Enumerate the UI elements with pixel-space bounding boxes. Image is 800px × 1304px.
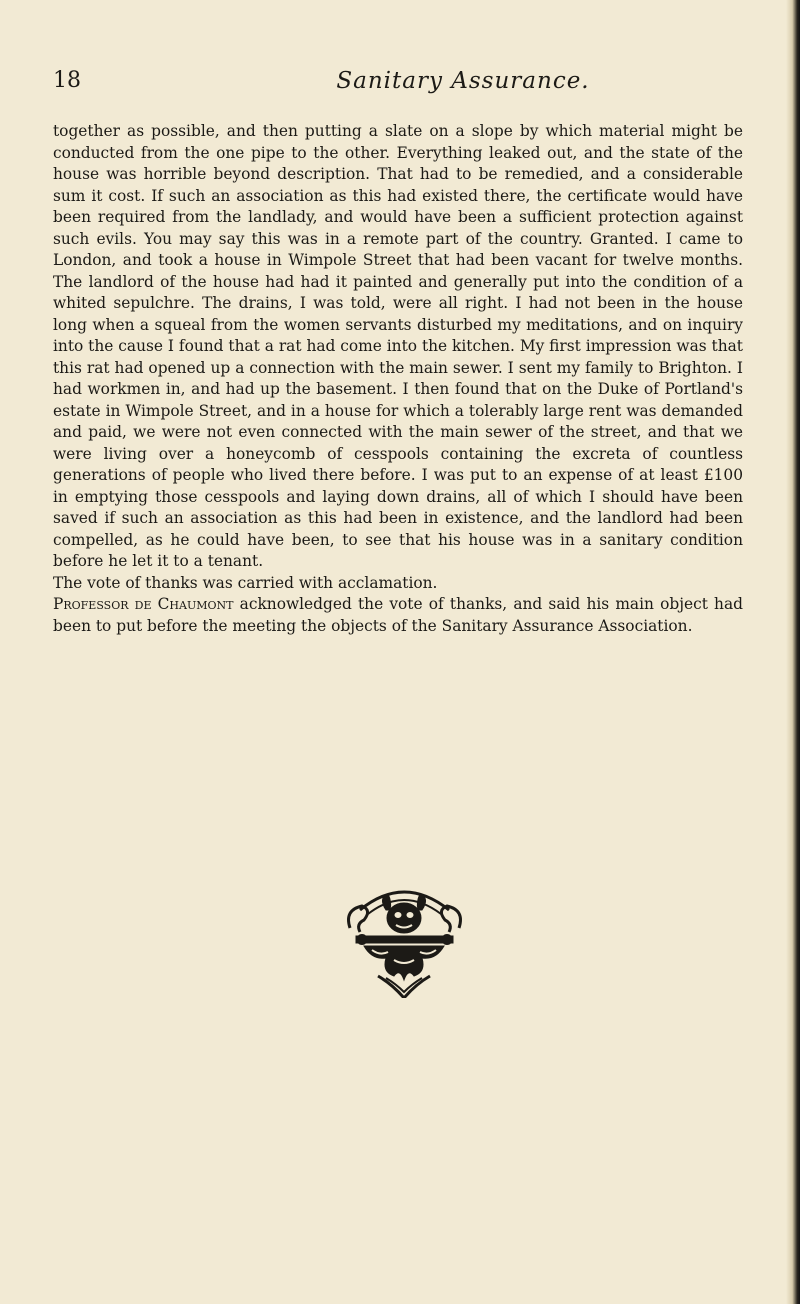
printers-ornament-icon (342, 880, 467, 998)
closing-paragraph (53, 594, 743, 637)
page-header (53, 68, 753, 100)
paragraph: The vote of thanks was carried with acclamation. (53, 573, 438, 592)
speaker-name: Professor de Chaumont (53, 595, 234, 613)
paragraph: together as possible, and then putting a slate on a slope by which material might be conducted from the one pipe to the other. Everything leaked out, and the state of the house was horrible beyond description. That had to be remedied, and a considerable sum it cost. If such an association as this had existed there, the certificate would have been required from the landlady, and would have been a sufficient protection against such evils. You may say this was in a remote part of the country. Granted. I came to London, and took a house in Wimpole Street that had been vacant for twelve months. The landlord of the house had had it painted and generally put into the condition of a whited sepulchre. The drains, I was told, were all right. I had not been in the house long when a squeal from the women servants disturbed my meditations, and on inquiry into the cause I found that a rat had come into the kitchen. My first impression was that this rat had opened up a connection with the main sewer. I sent my family to Brighton. I had workmen in, and had up the basement. I then found that on the Duke of Portland's estate in Wimpole Street, and in a house for which a tolerably large rent was demanded and paid, we were not even connected with the main sewer of the street, and that we were living over a honeycomb of cesspools containing the excreta of countless generations of people who lived there before. I was put to an expense of at least £100 in emptying those cesspools and laying down drains, all of which I should have been saved if such an association as this had been in existence, and the landlord had been compelled, as he could have been, to see that his house was in a sanitary condition before he let it to a tenant. (53, 122, 743, 570)
page-number: 18 (53, 68, 81, 93)
running-title: Sanitary Assurance. (336, 68, 590, 94)
closing-text: acknowledged the vote of thanks, and said his main object had been to put before the meeting the objects of the Sanitary Assurance Association. (53, 595, 743, 635)
page-edge (786, 0, 800, 1304)
body-text (53, 121, 743, 637)
